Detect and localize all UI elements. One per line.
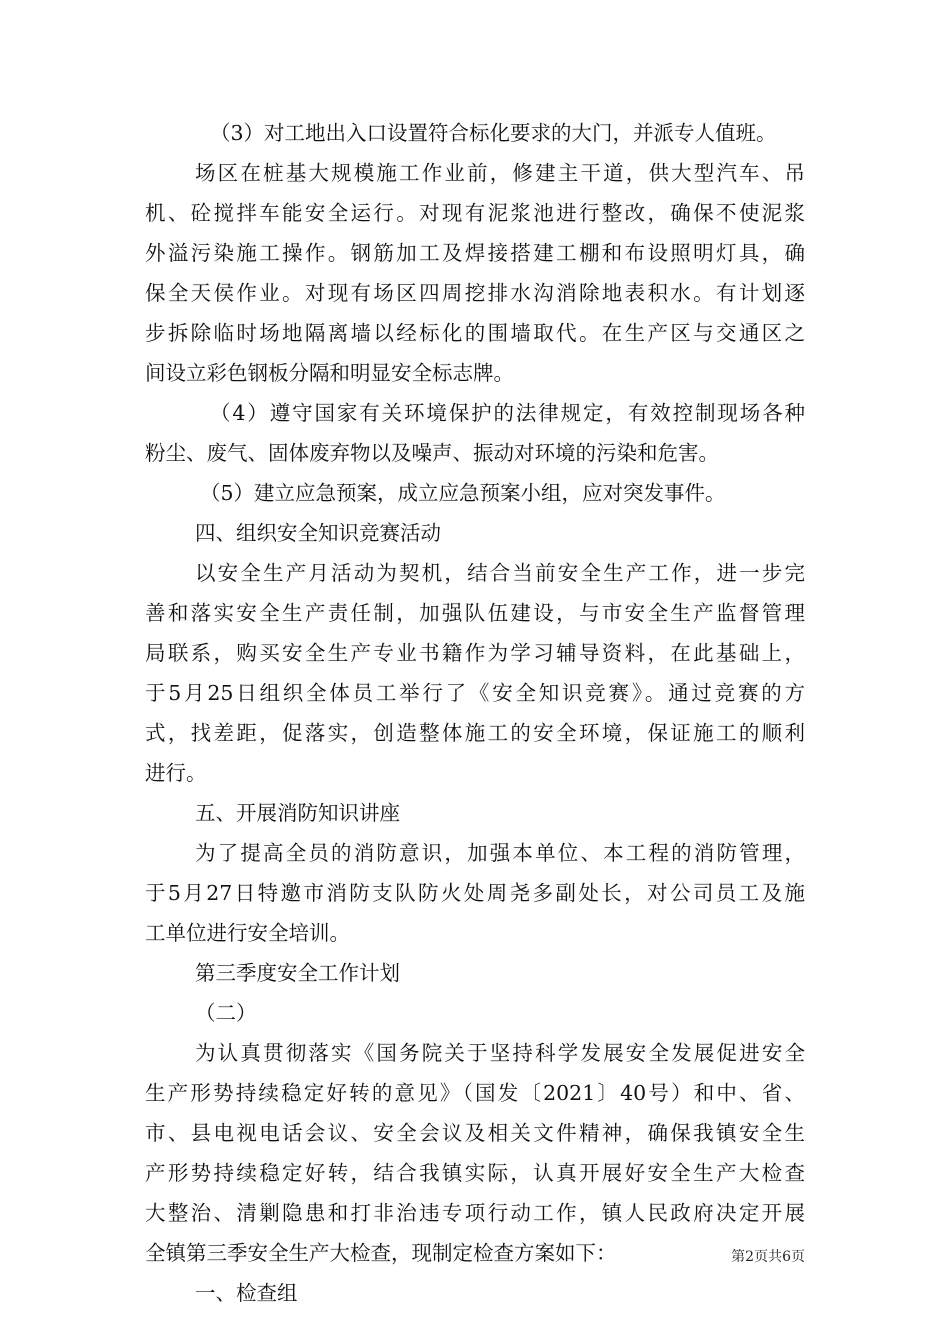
section-subtitle: （二）: [195, 1001, 257, 1025]
paragraph-line: 以安全生产月活动为契机，结合当前安全生产工作，进一步完: [195, 561, 805, 585]
page-number-footer: 第2页共6页: [731, 1249, 805, 1265]
paragraph-line: 式，找差距，促落实，创造整体施工的安全环境，保证施工的顺利: [145, 721, 805, 745]
section-title: 第三季度安全工作计划: [195, 961, 400, 985]
paragraph-line: 场区在桩基大规模施工作业前，修建主干道，供大型汽车、吊: [195, 161, 805, 185]
paragraph-line: 大整治、清剿隐患和打非治违专项行动工作，镇人民政府决定开展: [145, 1201, 805, 1225]
paragraph-line: 为了提高全员的消防意识，加强本单位、本工程的消防管理，: [195, 841, 805, 865]
paragraph-line: 工单位进行安全培训。: [145, 921, 350, 945]
paragraph-line: 保全天侯作业。对现有场区四周挖排水沟消除地表积水。有计划逐: [145, 281, 805, 305]
paragraph-line: 机、砼搅拌车能安全运行。对现有泥浆池进行整改，确保不使泥浆: [145, 201, 805, 225]
paragraph-line: （4）遵守国家有关环境保护的法律规定，有效控制现场各种: [210, 401, 805, 425]
section-heading: 五、开展消防知识讲座: [195, 801, 400, 825]
paragraph-line: 产形势持续稳定好转，结合我镇实际，认真开展好安全生产大检查: [145, 1161, 805, 1185]
paragraph-line: 间设立彩色钢板分隔和明显安全标志牌。: [145, 361, 514, 385]
paragraph-line: 局联系，购买安全生产专业书籍作为学习辅导资料，在此基础上，: [145, 641, 805, 665]
paragraph-line: 粉尘、废气、固体废弃物以及噪声、振动对环境的污染和危害。: [145, 441, 719, 465]
paragraph-line: 步拆除临时场地隔离墙以经标化的围墙取代。在生产区与交通区之: [145, 321, 805, 345]
paragraph-line: 生产形势持续稳定好转的意见》（国发〔2021〕40号）和中、省、: [145, 1081, 805, 1105]
paragraph-line: 外溢污染施工操作。钢筋加工及焊接搭建工棚和布设照明灯具，确: [145, 241, 805, 265]
paragraph-line: （3）对工地出入口设置符合标化要求的大门，并派专人值班。: [210, 121, 777, 145]
section-heading: 四、组织安全知识竞赛活动: [195, 521, 441, 545]
paragraph-line: 善和落实安全生产责任制，加强队伍建设，与市安全生产监督管理: [145, 601, 805, 625]
paragraph-line: 于5月27日特邀市消防支队防火处周尧多副处长，对公司员工及施: [145, 881, 805, 905]
paragraph-line: 于5月25日组织全体员工举行了《安全知识竞赛》。通过竞赛的方: [145, 681, 805, 705]
paragraph-line: 进行。: [145, 761, 207, 785]
paragraph-line: 为认真贯彻落实《国务院关于坚持科学发展安全发展促进安全: [195, 1041, 805, 1065]
paragraph-line: （5）建立应急预案，成立应急预案小组，应对突发事件。: [200, 481, 726, 505]
paragraph-line: 市、县电视电话会议、安全会议及相关文件精神，确保我镇安全生: [145, 1121, 805, 1145]
paragraph-line: 全镇第三季安全生产大检查，现制定检查方案如下：: [145, 1241, 617, 1265]
section-heading: 一、检查组: [195, 1281, 298, 1305]
